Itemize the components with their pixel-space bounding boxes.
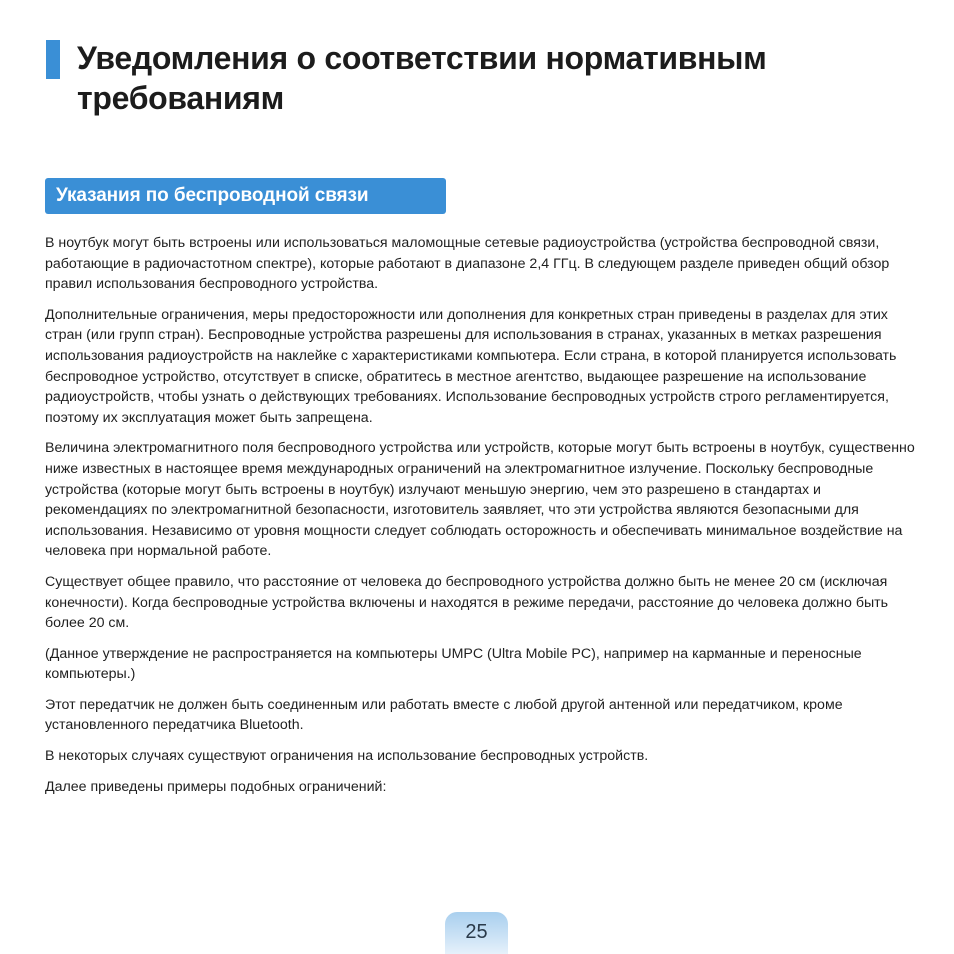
paragraph-7: В некоторых случаях существуют ограничения на использование беспроводных устройств. [45, 748, 649, 765]
paragraph-6: Этот передатчик не должен быть соединенным или работать вместе с любой другой антенной или передатчиком, кроме установленного передатчика Bluetooth. [45, 696, 843, 734]
section-title: Указания по беспроводной связи [56, 185, 369, 206]
paragraph-8: Далее приведены примеры подобных ограничений: [45, 778, 387, 795]
paragraph-4: Существует общее правило, что расстояние от человека до беспроводного устройства должно быть не менее 20 см (исключая конечности). Когда беспроводные устройства включены и находятся в режиме передачи, расстояние до человека должно быть более 20 см. [45, 573, 889, 632]
paragraph-3: Величина электромагнитного поля беспроводного устройства или устройств, которые могут быть встроены в ноутбук, существенно ниже известных в настоящее время международных ограничений на электромагнитное излучение. Поскольку беспроводные устройства (которые могут быть встроены в ноутбук) излучают меньшую энергию, чем это разрешено в стандартах и рекомендациях по электромагнитной безопасности, изготовитель заявляет, что эти устройства являются безопасными для использования. Независимо от уровня мощности следует соблюдать осторожность и обеспечивать минимальное воздействие на человека при нормальной работе. [45, 440, 915, 560]
body-text [45, 233, 915, 807]
paragraph-5: (Данное утверждение не распространяется на компьютеры UMPC (Ultra Mobile PC), например на карманные и переносные компьютеры.) [45, 645, 862, 683]
paragraph-2: Дополнительные ограничения, меры предосторожности или дополнения для конкретных стран приведены в разделах для этих стран (или групп стран). Беспроводные устройства разрешены для использования в странах, указанных в метках разрешения использования радиоустройств на наклейке с характеристиками компьютера. Если страна, в которой планируется использовать беспроводное устройство, отсутствует в списке, обратитесь в местное агентство, выдающее разрешение на использование радиоустройств, чтобы узнать о действующих требованиях. Использование беспроводных устройств строго регламентируется, поэтому их эксплуатация может быть запрещена. [45, 306, 897, 426]
page-title: Уведомления о соответствии нормативным требованиям [77, 40, 767, 116]
page-number: 25 [465, 920, 488, 943]
title-accent-bar [46, 40, 60, 79]
section-header [45, 178, 446, 214]
paragraph-1: В ноутбук могут быть встроены или использоваться маломощные сетевые радиоустройства (устройства беспроводной связи, работающие в радиочастотном спектре), которые работают в диапазоне 2,4 ГГц. В следующем разделе приведен общий обзор правил использования беспроводного устройства. [45, 235, 890, 293]
page-number-tab [445, 912, 508, 954]
